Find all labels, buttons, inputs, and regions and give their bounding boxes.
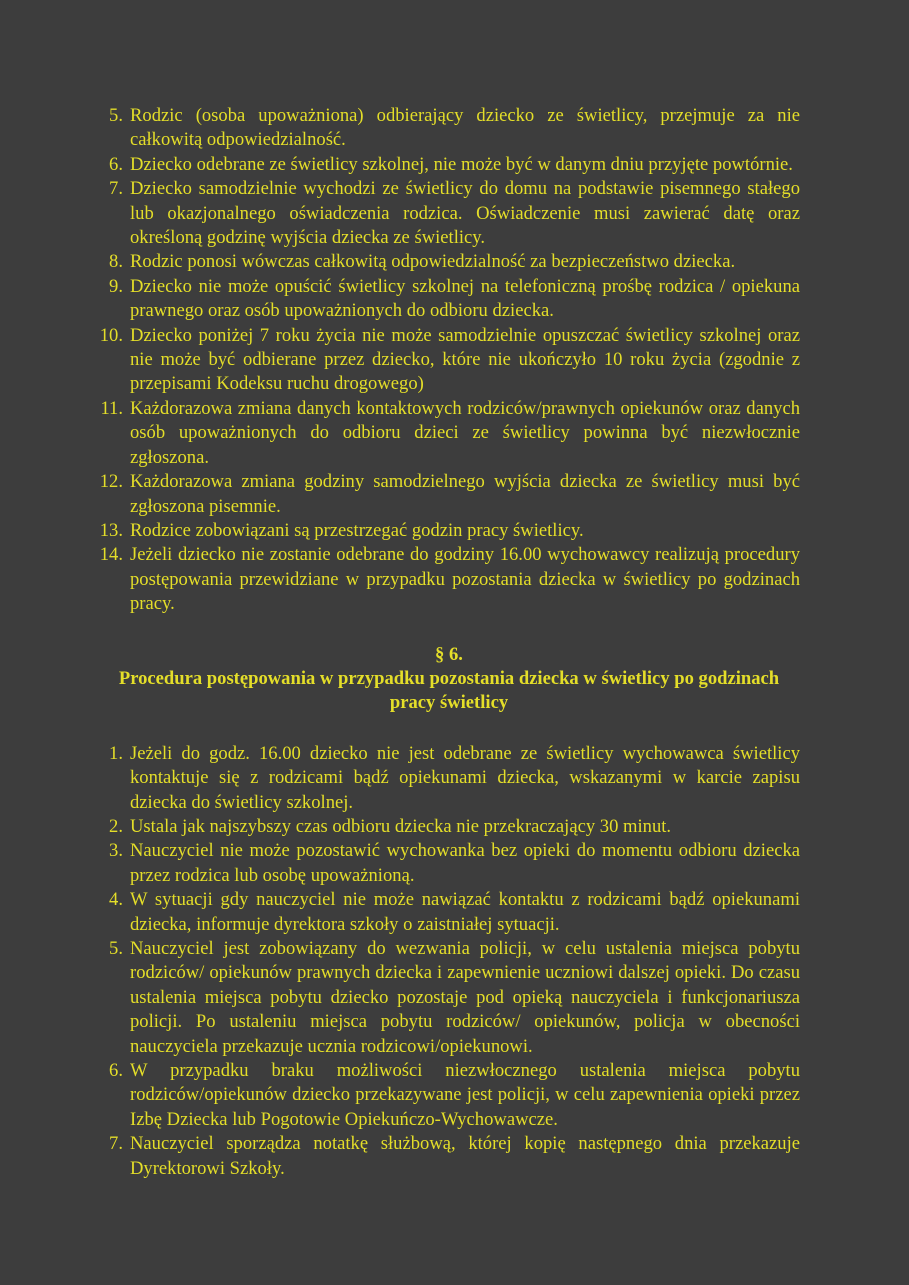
list-item [98,153,800,177]
list-item [98,177,800,250]
item-number: 8. [109,251,123,273]
list-item [98,275,800,324]
item-text: Nauczyciel jest zobowiązany do wezwania policji, w celu ustalenia miejsca pobytu rodziców/ opiekunów prawnych dziecka i zapewnienie uczniowi dalszej opieki. Do czasu ustalenia miejsca pobytu dziecko pozostaje pod opieką nauczyciela i funkcjonariusza policji. Po ustaleniu miejsca pobytu rodziców/ opiekunów, policja w obecności nauczyciela przekazuje ucznia rodzicowi/opiekunowi. [130,938,800,1057]
item-number: 7. [109,1133,123,1155]
item-text: Dziecko odebrane ze świetlicy szkolnej, nie może być w danym dniu przyjęte powtórnie. [130,153,793,175]
list-item [98,104,800,153]
item-number: 7. [109,178,123,200]
list-item [98,742,800,815]
item-text: Nauczyciel nie może pozostawić wychowanka bez opieki do momentu odbioru dziecka przez rodzica lub osobę upoważnioną. [130,840,800,886]
item-text: Rodzic (osoba upoważniona) odbierający dziecko ze świetlicy, przejmuje za nie całkowitą odpowiedzialność. [130,105,800,151]
item-text: Rodzic ponosi wówczas całkowitą odpowiedzialność za bezpieczeństwo dziecka. [130,251,736,273]
item-number: 5. [109,105,123,126]
item-text: Dziecko samodzielnie wychodzi ze świetlicy do domu na podstawie pisemnego stałego lub okazjonalnego oświadczenia rodzica. Oświadczenie musi zawierać datę oraz określoną godzinę wyjścia dziecka ze świetlicy. [130,178,800,249]
list-item [98,324,800,397]
list-item [98,937,800,1059]
list-item [98,543,800,616]
item-text: W sytuacji gdy nauczyciel nie może nawiązać kontaktu z rodzicami bądź opiekunami dziecka, informuje dyrektora szkoły o zaistniałej sytuacji. [130,889,800,935]
item-number: 14. [99,544,123,566]
list-item [98,519,800,543]
item-text: Każdorazowa zmiana godziny samodzielnego wyjścia dziecka ze świetlicy musi być zgłoszona pisemnie. [130,471,800,517]
item-number: 11. [100,397,123,419]
item-number: 13. [99,519,123,541]
item-text: Rodzice zobowiązani są przestrzegać godzin pracy świetlicy. [130,519,584,541]
item-number: 2. [109,815,123,837]
item-number: 12. [99,471,123,493]
item-text: Dziecko poniżej 7 roku życia nie może samodzielnie opuszczać świetlicy szkolnej oraz nie może być odbierane przez dziecko, które nie ukończyło 10 roku życia (zgodnie z przepisami Kodeksu ruchu drogowego) [130,324,800,395]
item-number: 3. [109,840,123,862]
section-number: § 6. [435,643,463,665]
section-title-line2: pracy świetlicy [389,692,509,714]
section-heading [98,643,800,716]
item-number: 9. [109,275,123,297]
item-number: 10. [99,324,123,346]
procedure-list [98,742,800,1181]
item-number: 6. [109,1060,123,1082]
item-text: Nauczyciel sporządza notatkę służbową, której kopię następnego dnia przekazuje Dyrektorowi Szkoły. [130,1133,800,1179]
item-text: Ustala jak najszybszy czas odbioru dziecka nie przekraczający 30 minut. [130,815,672,837]
item-number: 6. [109,153,123,175]
list-item [98,1132,800,1181]
item-number: 4. [109,889,123,911]
item-number: 1. [109,742,123,764]
list-item [98,888,800,937]
list-item [98,397,800,470]
item-text: W przypadku braku możliwości niezwłocznego ustalenia miejsca pobytu rodziców/opiekunów dziecko przekazywane jest policji, w celu zapewnienia opieki przez Izbę Dziecka lub Pogotowie Opiekuńczo-Wychowawcze. [130,1060,800,1130]
list-item [98,839,800,888]
item-text: Jeżeli dziecko nie zostanie odebrane do godziny 16.00 wychowawcy realizują procedury postępowania przewidziane w przypadku pozostania dziecka w świetlicy po godzinach pracy. [130,544,800,615]
list-item [98,470,800,519]
item-text: Dziecko nie może opuścić świetlicy szkolnej na telefoniczną prośbę rodzica / opiekuna prawnego oraz osób upoważnionych do odbioru dziecka. [130,275,800,322]
rules-list [98,104,800,617]
section-title-line1: Procedura postępowania w przypadku pozostania dziecka w świetlicy po godzinach [118,667,780,689]
item-number: 5. [109,938,123,959]
list-item [98,1059,800,1132]
item-text: Każdorazowa zmiana danych kontaktowych rodziców/prawnych opiekunów oraz danych osób upoważnionych do odbioru dzieci ze świetlicy powinna być niezwłocznie zgłoszona. [130,397,800,468]
list-item [98,815,800,839]
list-item [98,250,800,274]
item-text: Jeżeli do godz. 16.00 dziecko nie jest odebrane ze świetlicy wychowawca świetlicy kontaktuje się z rodzicami bądź opiekunami dziecka, wskazanymi w karcie zapisu dziecka do świetlicy szkolnej. [130,742,800,813]
document-content [98,104,800,1181]
